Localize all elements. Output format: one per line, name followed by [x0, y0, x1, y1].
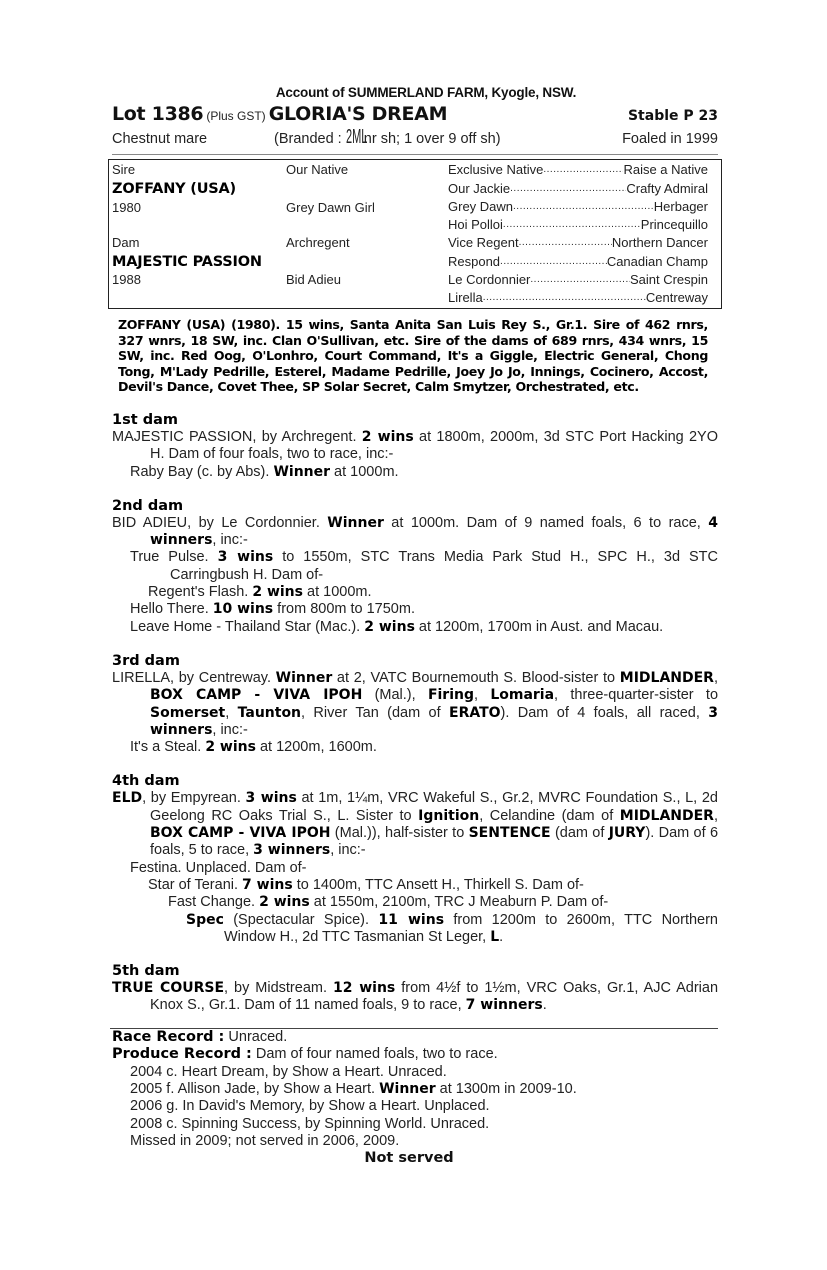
- ancestor-row: Le Cordonnier ..... Saint Crespin: [448, 271, 708, 290]
- horse-name: GLORIA'S DREAM: [268, 103, 448, 125]
- ancestor-row: Vice Regent ..... Northern Dancer: [448, 234, 708, 253]
- pedigree-entry: MAJESTIC PASSION, by Archregent. 2 wins at 1800m, 2000m, 3d STC Port Hacking 2YO H. Dam of four foals, two to race, inc:-: [112, 428, 719, 463]
- pedigree-entry: BID ADIEU, by Le Cordonnier. Winner at 1000m. Dam of 9 named foals, 6 to race, 4 winners, inc:-: [112, 514, 718, 549]
- produce-item: 2004 c. Heart Dream, by Show a Heart. Unraced.: [130, 1063, 447, 1080]
- lot-number: Lot 1386: [112, 103, 204, 125]
- produce-record: [112, 1046, 718, 1063]
- dam-section: [112, 773, 718, 946]
- produce-item: 2008 c. Spinning Success, by Spinning World. Unraced.: [130, 1115, 490, 1132]
- stable-number: Stable P 23: [627, 108, 718, 124]
- dam-section-title: 1st dam: [112, 411, 178, 428]
- color-sex: Chestnut mare: [112, 131, 208, 147]
- produce-list: [112, 1064, 718, 1150]
- race-record-label: Race Record :: [112, 1029, 225, 1046]
- gst-note: (Plus GST): [206, 109, 266, 123]
- dam-section: [112, 498, 718, 636]
- pedigree-entry: Raby Bay (c. by Abs). Winner at 1000m.: [130, 463, 399, 480]
- brand-info: (Branded : 2ML nr sh; 1 over 9 off sh): [274, 126, 501, 148]
- race-record-value: Unraced.: [224, 1029, 288, 1046]
- sire-year: 1980: [112, 200, 141, 215]
- produce-record-label: Produce Record :: [112, 1046, 252, 1063]
- dam-label: Dam: [112, 235, 140, 250]
- pedigree-entry: It's a Steal. 2 wins at 1200m, 1600m.: [130, 739, 377, 756]
- pedigree-entry: Star of Terani. 7 wins to 1400m, TTC Ansett H., Thirkell S. Dam of-: [148, 876, 584, 893]
- ancestor-row: Respond ..... Canadian Champ: [448, 253, 708, 272]
- dam-section: [112, 653, 718, 756]
- ancestor-row: Hoi Polloi ..... Princequillo: [448, 216, 708, 235]
- produce-record-value: Dam of four named foals, two to race.: [251, 1046, 498, 1063]
- ancestor-row: Our Jackie ..... Crafty Admiral: [448, 180, 708, 199]
- pedigree-entry: ELD, by Empyrean. 3 wins at 1m, 1¼m, VRC Wakeful S., Gr.2, MVRC Foundation S., L, 2d Geelong RC Oaks Trial S., L. Sister to Ignition, Celandine (dam of MIDLANDER, BOX CAMP - VIVA IPOH (Mal.)), half-sister to SENTENCE (dam of JURY). Dam of 6 foals, 5 to race, 3 winners, inc:-: [112, 790, 719, 859]
- sire-name: ZOFFANY (USA): [112, 181, 236, 197]
- sire-dam: Grey Dawn Girl: [286, 200, 375, 215]
- sire-sire: Our Native: [286, 162, 349, 177]
- produce-item: 2005 f. Allison Jade, by Show a Heart. Winner at 1300m in 2009-10.: [130, 1081, 577, 1098]
- dam-section: [112, 963, 718, 1015]
- dam-section-title: 5th dam: [112, 963, 180, 980]
- sire-label: Sire: [112, 162, 136, 177]
- catalogue-page: [112, 84, 718, 1166]
- dam-dam: Bid Adieu: [286, 272, 341, 287]
- produce-item: 2006 g. In David's Memory, by Show a Heart. Unplaced.: [130, 1098, 490, 1115]
- dam-section: [112, 412, 718, 481]
- dam-section-title: 4th dam: [112, 773, 180, 790]
- brand-mark-icon: 2ML: [345, 126, 368, 148]
- pedigree-entry: LIRELLA, by Centreway. Winner at 2, VATC Bournemouth S. Blood-sister to MIDLANDER, BOX CAMP - VIVA IPOH (Mal.), Firing, Lomaria, three-quarter-sister to Somerset, Taunton, River Tan (dam of ERATO). Dam of 4 foals, all raced, 3 winners, inc:-: [112, 669, 719, 738]
- dam-section-title: 2nd dam: [112, 497, 184, 514]
- produce-item: Missed in 2009; not served in 2006, 2009.: [130, 1132, 400, 1149]
- horse-description: [112, 127, 718, 151]
- female-line: [112, 412, 718, 1015]
- foaled-year: Foaled in 1999: [622, 131, 718, 147]
- sire-summary: ZOFFANY (USA) (1980). 15 wins, Santa Anita San Luis Rey S., Gr.1. Sire of 462 rnrs, 327 wnrs, 18 SW, inc. Clan O'Sullivan, etc. Sire of the dams of 689 rnrs, 434 wnrs, 15 SW, inc. Red Oog, O'Lonhro, Court Command, It's a Giggle, Electric General, Chong Tong, M'Lady Pedrille, Esterel, Madame Pedrille, Joey Jo Jo, Innings, Cocinero, Accost, Devil's Dance, Covet Thee, SP Solar Secret, Calm Smytzer, Orchestrated, etc.: [118, 317, 708, 395]
- service-status: Not served: [364, 1150, 454, 1167]
- header-divider: [112, 154, 718, 155]
- ancestor-row: Lirella ..... Centreway: [448, 289, 708, 308]
- pedigree-table: [108, 159, 722, 309]
- race-record: [112, 1029, 718, 1046]
- pedigree-entry: TRUE COURSE, by Midstream. 12 wins from 4½f to 1½m, VRC Oaks, Gr.1, AJC Adrian Knox S., Gr.1. Dam of 11 named foals, 9 to race, 7 winners.: [112, 980, 719, 1014]
- dam-section-title: 3rd dam: [112, 652, 180, 669]
- pedigree-entry: Fast Change. 2 wins at 1550m, 2100m, TRC J Meaburn P. Dam of-: [168, 894, 609, 911]
- ancestor-row: Exclusive Native ..... Raise a Native: [448, 161, 708, 180]
- pedigree-entry: Spec (Spectacular Spice). 11 wins from 1200m to 2600m, TTC Northern Window H., 2d TTC Tasmanian St Leger, L.: [186, 911, 718, 945]
- dam-sire: Archregent: [286, 235, 350, 250]
- pedigree-entry: Leave Home - Thailand Star (Mac.). 2 wins at 1200m, 1700m in Aust. and Macau.: [130, 618, 664, 635]
- pedigree-entry: Festina. Unplaced. Dam of-: [130, 859, 307, 876]
- pedigree-entry: Hello There. 10 wins from 800m to 1750m.: [130, 601, 415, 618]
- lot-header: [112, 102, 718, 126]
- dam-name: MAJESTIC PASSION: [112, 254, 262, 270]
- pedigree-entry: Regent's Flash. 2 wins at 1000m.: [148, 584, 372, 601]
- pedigree-entry: True Pulse. 3 wins to 1550m, STC Trans Media Park Stud H., SPC H., 3d STC Carringbush H. Dam of-: [130, 549, 719, 583]
- dam-year: 1988: [112, 272, 141, 287]
- ancestor-row: Grey Dawn ..... Herbager: [448, 198, 708, 217]
- vendor-account: Account of SUMMERLAND FARM, Kyogle, NSW.: [275, 85, 577, 100]
